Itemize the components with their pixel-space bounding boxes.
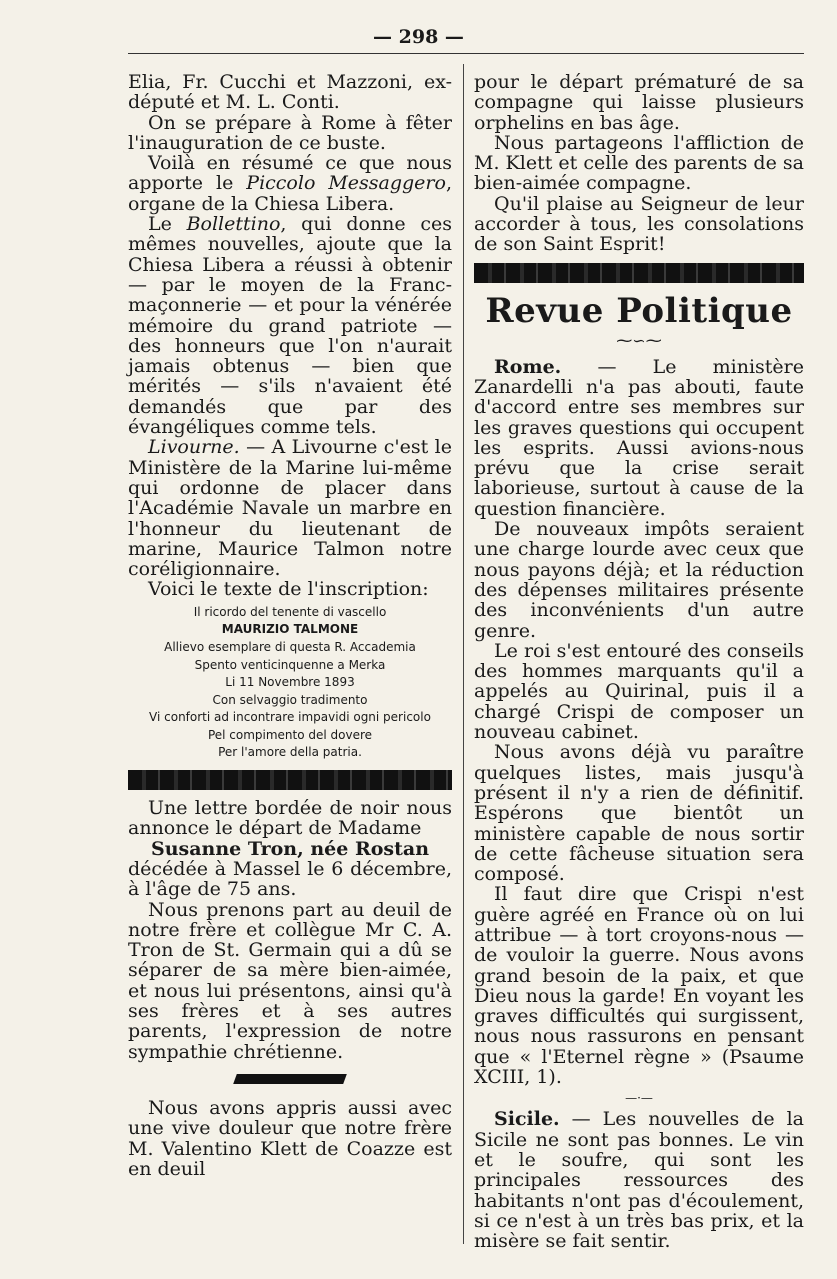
right-paragraph-3: Qu'il plaise au Seigneur de leur accorder à tous, les consolations de son Saint Esprit!: [474, 192, 804, 256]
inscription-line: Spento venticinquenne a Merka: [194, 657, 386, 672]
section-title: Revue Politique: [485, 290, 793, 331]
inscription-line: Con selvaggio tradimento: [212, 692, 368, 707]
black-separator-band: [474, 263, 804, 283]
bulletin-name: Bollettino: [186, 213, 281, 236]
left-paragraph-livourne: Livourne. — A Livourne c'est le Ministère de la Marine lui-même qui ordonne de placer dans l'Académie Navale un marbre en l'honneur du lieutenant de marine, Maurice Talmon notre coréligionnaire.: [128, 436, 452, 581]
inscription-line: Vi conforti ad incontrare impavidi ogni pericolo: [149, 710, 431, 725]
place-sicile: Sicile.: [494, 1108, 560, 1131]
right-paragraph-2: Nous partageons l'affliction de M. Klett et celle des parents de sa bien-aimée compagne.: [474, 131, 804, 195]
inscription-block: [128, 604, 452, 762]
left-paragraph-4: Le Bollettino, qui donne ces mêmes nouvelles, ajoute que la Chiesa Libera a réussi à obtenir — par le moyen de la Franc-maçonnerie — et pour la vénérée mémoire du grand patriote — des honneurs que l'on n'aurait jamais obtenus — bien que mérités — s'ils n'avaient été demandés que par des évangéliques comme tels.: [128, 213, 452, 439]
place-livourne: Livourne.: [148, 436, 240, 459]
right-paragraph-rome: Rome. — Le ministère Zanardelli n'a pas abouti, faute d'accord entre ses membres sur les graves questions qui occupent les esprits. Aussi avions-nous prévu que la crise serait laborieuse, surtout à cause de la question financière.: [474, 355, 804, 520]
inscription-line: Il ricordo del tenente di vascello: [193, 604, 387, 619]
left-paragraph-2: On se prépare à Rome à fêter l'inauguration de ce buste.: [128, 111, 452, 154]
left-column: [128, 72, 452, 1179]
column-divider: [463, 64, 464, 1244]
left-paragraph-10: Nous avons appris aussi avec une vive douleur que notre frère M. Valentino Klett de Coazze est en deuil: [128, 1096, 452, 1180]
left-paragraph-1: Elia, Fr. Cucchi et Mazzoni, ex-député et M. L. Conti.: [128, 71, 452, 114]
inscription-line: Pel compimento del dovere: [207, 727, 373, 742]
left-paragraph-7: Une lettre bordée de noir nous annonce le départ de Madame: [128, 797, 452, 840]
title-flourish-ornament: ⁓∽⁓: [616, 330, 662, 350]
small-dash-ornament: —·—: [625, 1091, 653, 1106]
left-paragraph-3: Voilà en résumé ce que nous apporte le Piccolo Messaggero, organe de la Chiesa Libera.: [128, 152, 452, 215]
right-paragraph-1: pour le départ prématuré de sa compagne qui laisse plusieurs orphelins en bas âge.: [474, 71, 804, 134]
right-paragraph-7: Nous avons déjà vu paraître quelques listes, mais jusqu'à présent il n'y a rien de définitif. Espérons que bientôt un ministère capable de nous sortir de cette fâcheuse situation sera composé.: [474, 741, 804, 886]
right-paragraph-sicile: Sicile. — Les nouvelles de la Sicile ne sont pas bonnes. Le vin et le soufre, qui sont les principales ressources des habitants n'ont pas d'écoulement, si ce n'est à un très bas prix, et la misère se fait sentir.: [474, 1108, 804, 1253]
left-paragraph-9: Nous prenons part au deuil de notre frère et collègue Mr C. A. Tron de St. Germain qui a dû se séparer de sa mère bien-aimée, et nous lui présentons, ainsi qu'à ses frères et à ses autres parents, l'expression de notre sympathie chrétienne.: [128, 898, 452, 1063]
header-rule: [128, 53, 804, 54]
right-paragraph-6: Le roi s'est entouré des conseils des hommes marquants qu'il a appelés au Quirinal, puis il a chargé Crispi de composer un nouveau cabinet.: [474, 639, 804, 744]
inscription-line: MAURIZIO TALMONE: [221, 622, 359, 637]
inscription-line: Per l'amore della patria.: [218, 745, 362, 760]
ornament-separator: [233, 1074, 347, 1084]
inscription-line: Allievo esemplare di questa R. Accademia: [164, 639, 416, 654]
newspaper-name: Piccolo Messaggero: [246, 172, 446, 195]
right-paragraph-5: De nouveaux impôts seraient une charge lourde avec ceux que nous payons déjà; et la réduction des dépenses militaires présente des inconvénients d'un autre genre.: [474, 518, 804, 642]
page-number: — 298 —: [373, 26, 464, 48]
left-paragraph-8: décédée à Massel le 6 décembre, à l'âge de 75 ans.: [128, 857, 452, 901]
inscription-line: Li 11 Novembre 1893: [225, 675, 355, 690]
left-paragraph-6: Voici le texte de l'inscription:: [148, 578, 429, 601]
right-paragraph-8: Il faut dire que Crispi n'est guère agréé en France où on lui attribue — à tort croyons-nous — de vouloir la guerre. Nous avons grand besoin de la paix, et que Dieu nous la garde! En voyant les graves difficultés qui surgissent, nous nous rassurons en pensant que « l'Eternel règne » (Psaume XCIII, 1).: [474, 883, 804, 1089]
deceased-name: Susanne Tron, née Rostan: [150, 837, 430, 860]
right-column: [474, 72, 804, 1251]
black-separator-band: [128, 770, 452, 790]
place-rome: Rome.: [494, 355, 562, 378]
